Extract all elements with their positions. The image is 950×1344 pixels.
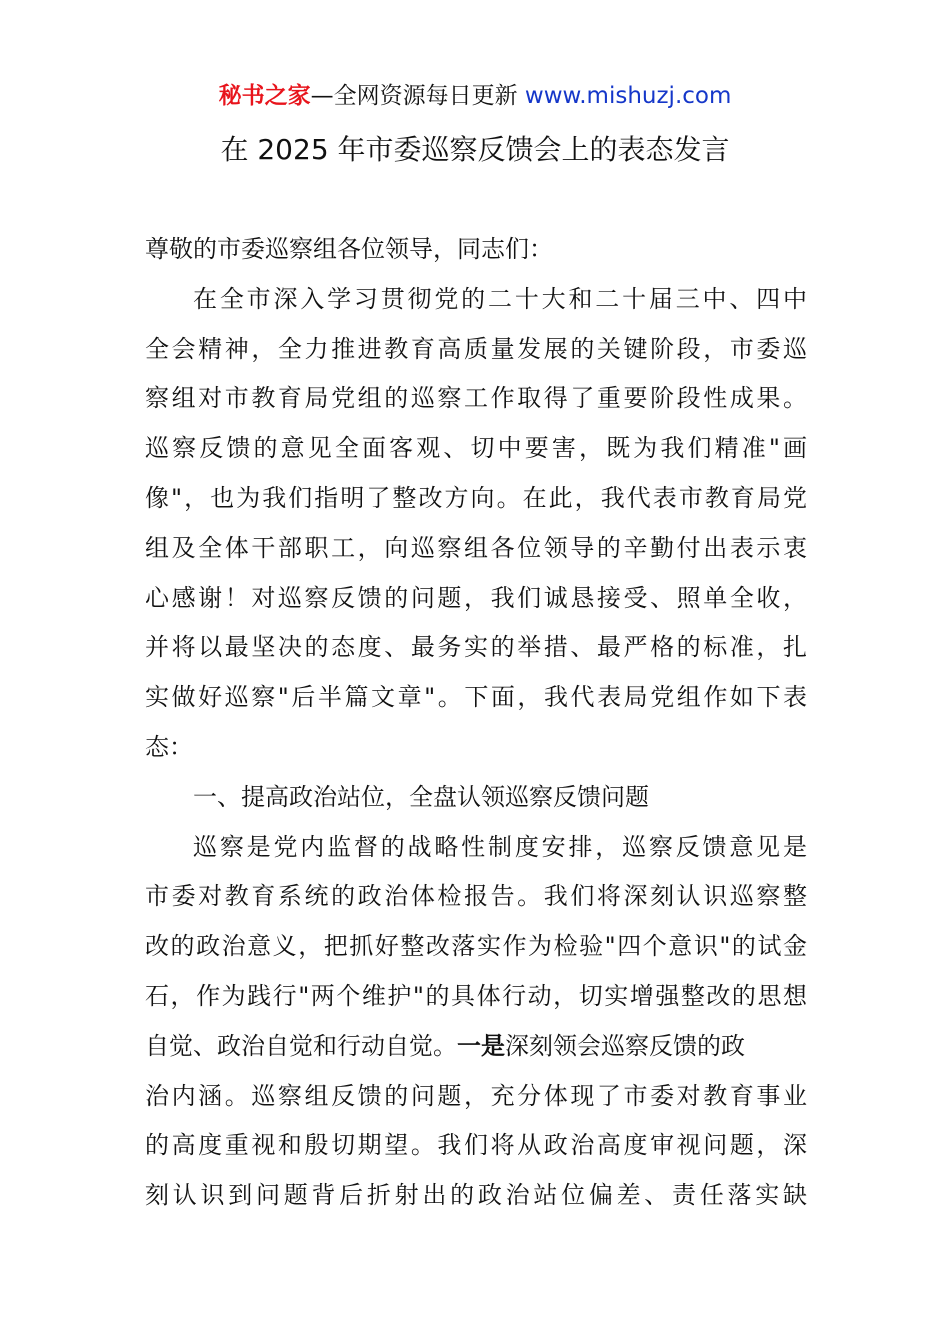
paragraph-line: 并将以最坚决的态度、最务实的举措、最严格的标准，扎 [145,633,807,662]
paragraph-line: 全会精神，全力推进教育高质量发展的关键阶段，市委巡 [145,334,807,363]
paragraph-line: 改的政治意义，把抓好整改落实作为检验"四个意识"的试金 [145,932,807,961]
paragraph-line: 像"，也为我们指明了整改方向。在此，我代表市教育局党 [145,483,807,512]
paragraph-line: 巡察反馈的意见全面客观、切中要害，既为我们精准"画 [145,434,807,463]
paragraph-text: 深刻领会巡察反馈的政 [505,1031,745,1060]
paragraph-line: 实做好巡察"后半篇文章"。下面，我代表局党组作如下表 [145,683,807,712]
paragraph-line: 石，作为践行"两个维护"的具体行动，切实增强整改的思想 [145,981,807,1010]
paragraph-line: 治内涵。巡察组反馈的问题，充分体现了市委对教育事业 [145,1081,807,1110]
paragraph-line: 心感谢！对巡察反馈的问题，我们诚恳接受、照单全收， [145,583,807,612]
paragraph-line: 的高度重视和殷切期望。我们将从政治高度审视问题，深 [145,1131,807,1160]
document-title: 在 2025 年市委巡察反馈会上的表态发言 [220,133,730,166]
paragraph-line [145,1022,807,1072]
paragraph-line: 态： [145,732,193,761]
site-header [0,80,950,112]
paragraph-line: 巡察是党内监督的战略性制度安排，巡察反馈意见是 [193,832,807,861]
section-heading: 一、提高政治站位，全盘认领巡察反馈问题 [193,782,649,811]
paragraph-line: 在全市深入学习贯彻党的二十大和二十届三中、四中 [193,284,807,313]
document-body [145,225,807,1221]
paragraph-line: 刻认识到问题背后折射出的政治站位偏差、责任落实缺 [145,1181,807,1210]
site-tagline: —全网资源每日更新 [310,83,525,109]
site-url-link[interactable]: www.mishuzj.com [524,83,732,109]
paragraph-line: 组及全体干部职工，向巡察组各位领导的辛勤付出表示衷 [145,533,807,562]
paragraph-line: 察组对市教育局党组的巡察工作取得了重要阶段性成果。 [145,384,807,413]
site-brand: 秘书之家 [218,83,311,109]
paragraph-text: 自觉、政治自觉和行动自觉。 [145,1031,457,1060]
paragraph-line: 市委对教育系统的政治体检报告。我们将深刻认识巡察整 [145,882,807,911]
emphasis-marker: 一是 [457,1031,505,1060]
salutation: 尊敬的市委巡察组各位领导，同志们： [145,235,553,263]
